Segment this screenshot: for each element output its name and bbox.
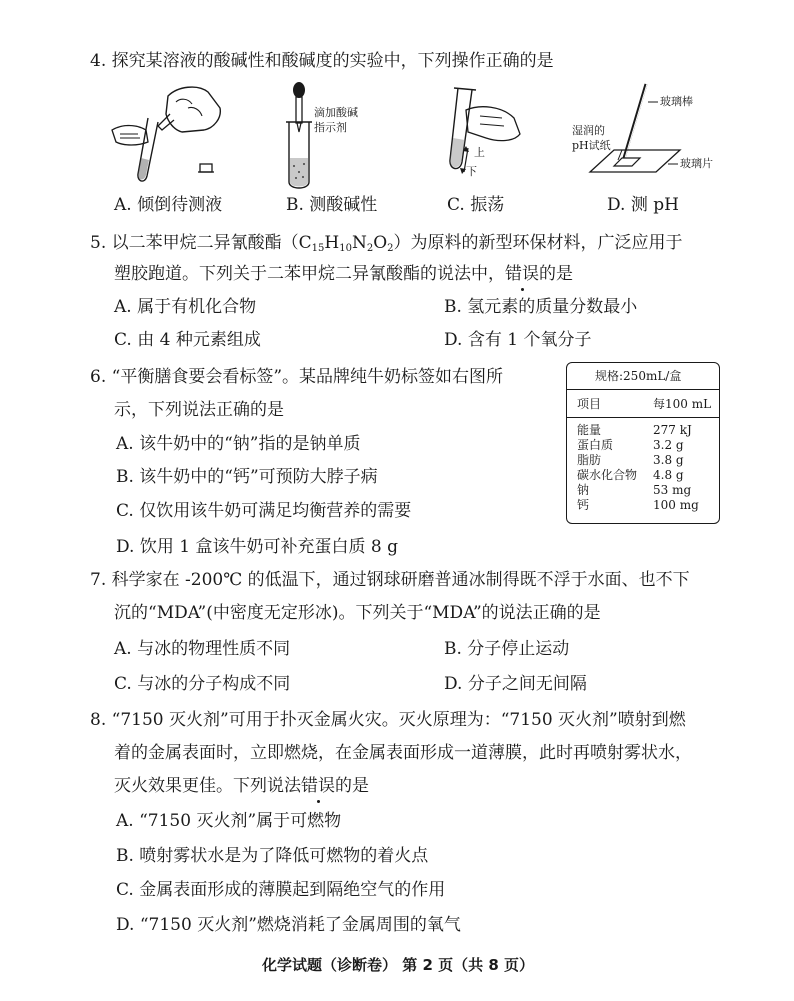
nutrition-row-name: 钠 — [577, 483, 590, 497]
nutrition-row-value: 3.8 g — [653, 453, 684, 467]
q5-option-d[interactable]: D. 含有 1 个氧分子 — [444, 330, 592, 350]
nutrition-col-item: 项目 — [577, 397, 602, 411]
q5-emphasis: 错误 — [505, 264, 539, 284]
q4-stem — [90, 50, 554, 72]
q4-d-plate-label: 玻璃片 — [680, 157, 713, 170]
milk-nutrition-label — [566, 362, 720, 524]
q6-option-d[interactable]: D. 饮用 1 盒该牛奶可补充蛋白质 8 g — [116, 537, 398, 557]
nutrition-divider-top — [567, 389, 719, 390]
q4-figure-a — [108, 78, 228, 190]
q5-stem-line1 — [90, 232, 683, 254]
q8-option-b[interactable]: B. 喷射雾状水是为了降低可燃物的着火点 — [116, 846, 429, 866]
q5-stem-line2 — [114, 263, 573, 285]
q8-number: 8. — [90, 710, 107, 730]
q7-stem-line1 — [90, 569, 690, 591]
page-footer: 化学试题（诊断卷） 第 2 页（共 8 页） — [262, 956, 534, 974]
q8-line3-prefix: 灭火效果更佳。下列说法 — [114, 776, 301, 796]
nutrition-row-name: 能量 — [577, 423, 602, 437]
q5-line2-suffix: 的是 — [539, 264, 573, 284]
q8-option-c[interactable]: C. 金属表面形成的薄膜起到隔绝空气的作用 — [116, 880, 446, 900]
q5-stem-part2: ）为原料的新型环保材料，广泛应用于 — [393, 233, 683, 253]
q5-sub-h: 10 — [339, 243, 352, 254]
nutrition-row-name: 碳水化合物 — [577, 468, 638, 482]
q8-line3-suffix: 的是 — [335, 776, 369, 796]
q5-sub-c: 15 — [311, 243, 325, 254]
q4-option-c[interactable]: C. 振荡 — [447, 195, 505, 215]
q4-c-up-label: 上 — [474, 146, 485, 159]
q6-option-b[interactable]: B. 该牛奶中的“钙”可预防大脖子病 — [116, 467, 378, 487]
q8-stem-line3 — [114, 775, 369, 797]
q5-option-b[interactable]: B. 氢元素的质量分数最小 — [444, 297, 638, 317]
q8-stem-line2: 着的金属表面时，立即燃烧，在金属表面形成一道薄膜，此时再喷射雾状水， — [114, 743, 692, 763]
nutrition-row-value: 4.8 g — [653, 468, 684, 482]
nutrition-row-value: 100 mg — [653, 498, 699, 512]
q8-option-d[interactable]: D. “7150 灭火剂”燃烧消耗了金属周围的氧气 — [116, 915, 461, 935]
q4-option-d[interactable]: D. 测 pH — [607, 195, 679, 215]
q7-number: 7. — [90, 570, 107, 590]
nutrition-col-per: 每100 mL — [653, 397, 712, 411]
q6-stem-line1 — [90, 366, 503, 388]
q5-sub-n: 2 — [366, 243, 374, 254]
nutrition-row-value: 277 kJ — [653, 423, 692, 437]
nutrition-spec: 规格:250mL/盒 — [595, 369, 682, 383]
q7-option-d[interactable]: D. 分子之间无间隔 — [444, 674, 587, 694]
nutrition-row-value: 53 mg — [653, 483, 692, 497]
q8-line1: “7150 灭火剂”可用于扑灭金属火灾。灭火原理为：“7150 灭火剂”喷射到燃 — [111, 710, 686, 730]
q5-sub-o: 2 — [387, 243, 394, 254]
q8-option-a[interactable]: A. “7150 灭火剂”属于可燃物 — [116, 811, 342, 831]
nutrition-row-name: 脂肪 — [577, 453, 602, 467]
q7-stem-line2: 沉的“MDA”(中密度无定形冰)。下列关于“MDA”的说法正确的是 — [114, 603, 601, 623]
q4-d-paper-line2: pH试纸 — [572, 139, 611, 152]
q6-number: 6. — [90, 367, 107, 387]
q6-option-a[interactable]: A. 该牛奶中的“钠”指的是钠单质 — [116, 434, 361, 454]
nutrition-row-name: 蛋白质 — [577, 438, 614, 452]
nutrition-divider-mid — [567, 417, 719, 418]
q8-stem-line1 — [90, 709, 686, 731]
q7-option-a[interactable]: A. 与冰的物理性质不同 — [114, 639, 291, 659]
nutrition-row-value: 3.2 g — [653, 438, 684, 452]
q4-number: 4. — [90, 51, 107, 71]
q7-option-b[interactable]: B. 分子停止运动 — [444, 639, 570, 659]
q8-emphasis: 错误 — [301, 776, 335, 796]
q5-o: O — [373, 233, 388, 253]
q5-h: H — [324, 233, 340, 253]
q4-d-rod-label: 玻璃棒 — [660, 95, 693, 108]
q5-stem-part1: 以二苯甲烷二异氰酸酯（C — [111, 233, 312, 253]
q6-stem-line2: 示，下列说法正确的是 — [114, 400, 284, 420]
q4-option-a[interactable]: A. 倾倒待测液 — [114, 195, 223, 215]
q4-b-label-line1: 滴加酸碱 — [314, 106, 358, 119]
q4-b-label-line2: 指示剂 — [314, 121, 347, 134]
q5-number: 5. — [90, 233, 107, 253]
q4-stem-text: 探究某溶液的酸碱性和酸碱度的实验中，下列操作正确的是 — [111, 51, 554, 71]
q7-option-c[interactable]: C. 与冰的分子构成不同 — [114, 674, 291, 694]
q5-option-a[interactable]: A. 属于有机化合物 — [114, 297, 257, 317]
nutrition-row-name: 钙 — [577, 498, 590, 512]
q7-line1: 科学家在 -200℃ 的低温下，通过钢球研磨普通冰制得既不浮于水面、也不下 — [111, 570, 690, 590]
q4-option-b[interactable]: B. 测酸碱性 — [286, 195, 378, 215]
q5-option-c[interactable]: C. 由 4 种元素组成 — [114, 330, 261, 350]
q5-n: N — [351, 233, 367, 253]
q4-c-down-label: 下 — [466, 165, 477, 178]
q4-d-paper-line1: 湿润的 — [572, 124, 605, 137]
q5-line2-prefix: 塑胶跑道。下列关于二苯甲烷二异氰酸酯的说法中， — [114, 264, 505, 284]
q4-figure-b — [275, 78, 335, 190]
q4-figure-c — [440, 76, 530, 188]
q6-option-c[interactable]: C. 仅饮用该牛奶可满足均衡营养的需要 — [116, 501, 412, 521]
q6-line1: “平衡膳食要会看标签”。某品牌纯牛奶标签如右图所 — [111, 367, 504, 387]
